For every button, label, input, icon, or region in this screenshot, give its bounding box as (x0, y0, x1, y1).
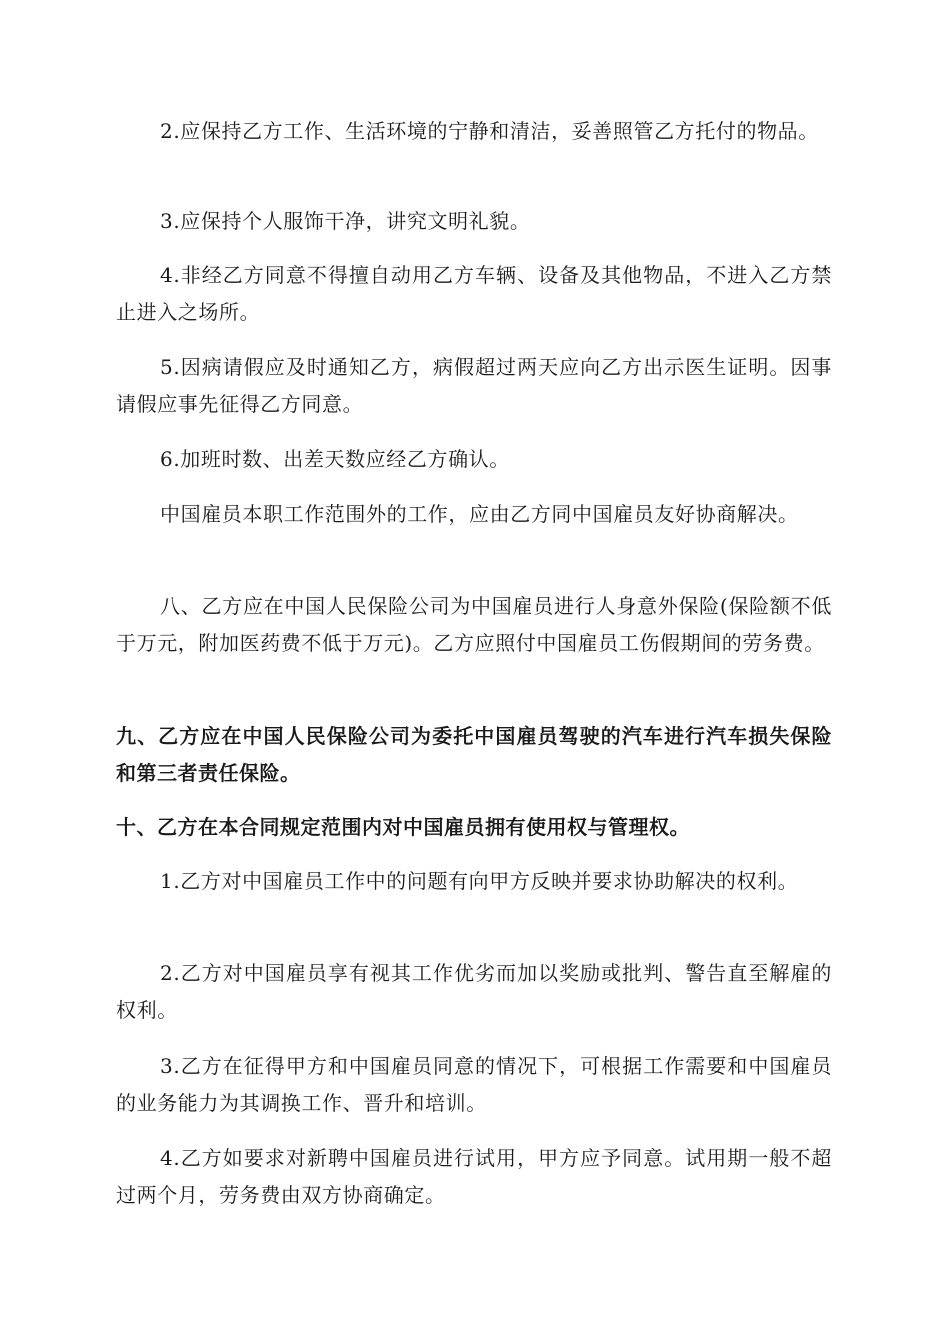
clause-item-4-duties: 4.非经乙方同意不得擅自动用乙方车辆、设备及其他物品，不进入乙方禁止进入之场所。 (116, 263, 832, 324)
clause-item-6-duties: 6.加班时数、出差天数应经乙方确认。 (160, 447, 510, 471)
clause-item-5-duties: 5.因病请假应及时通知乙方，病假超过两天应向乙方出示医生证明。因事请假应事先征得乙方同意。 (116, 355, 832, 416)
clause-item-2-duties: 2.应保持乙方工作、生活环境的宁静和清洁，妥善照管乙方托付的物品。 (160, 119, 819, 143)
clause-nine-heading: 九、乙方应在中国人民保险公司为委托中国雇员驾驶的汽车进行汽车损失保险和第三者责任保险。 (116, 724, 832, 785)
clause-extra-work: 中国雇员本职工作范围外的工作，应由乙方同中国雇员友好协商解决。 (160, 502, 799, 526)
clause-ten-item-4: 4.乙方如要求对新聘中国雇员进行试用，甲方应予同意。试用期一般不超过两个月，劳务费由双方协商确定。 (116, 1146, 832, 1207)
clause-ten-item-2: 2.乙方对中国雇员享有视其工作优劣而加以奖励或批判、警告直至解雇的权利。 (116, 961, 832, 1022)
clause-ten-item-1: 1.乙方对中国雇员工作中的问题有向甲方反映并要求协助解决的权利。 (160, 869, 799, 893)
clause-ten-heading: 十、乙方在本合同规定范围内对中国雇员拥有使用权与管理权。 (116, 815, 690, 839)
clause-eight: 八、乙方应在中国人民保险公司为中国雇员进行人身意外保险(保险额不低于万元，附加医药费不低于万元)。乙方应照付中国雇员工伤假期间的劳务费。 (116, 594, 832, 655)
clause-item-3-duties: 3.应保持个人服饰干净，讲究文明礼貌。 (160, 209, 531, 233)
clause-ten-item-3: 3.乙方在征得甲方和中国雇员同意的情况下，可根据工作需要和中国雇员的业务能力为其调换工作、晋升和培训。 (116, 1054, 832, 1115)
